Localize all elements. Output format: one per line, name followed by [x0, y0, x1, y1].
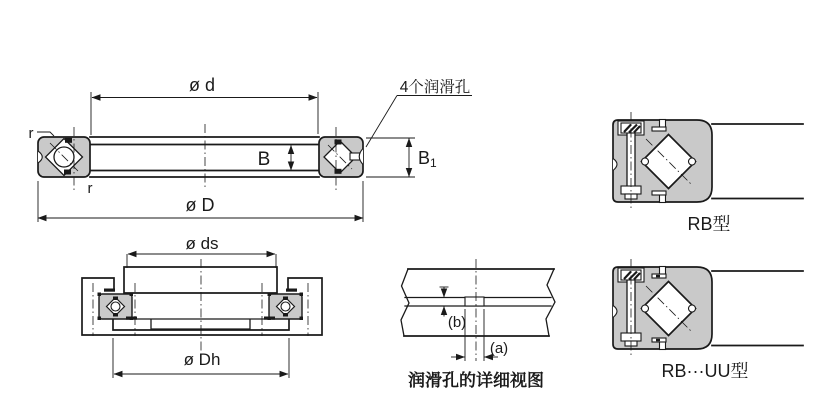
r-bottom-label: r — [87, 180, 93, 197]
phi-ds-label: ø ds — [185, 234, 219, 253]
seam-mark — [264, 317, 275, 320]
right-bearing-section — [264, 289, 303, 321]
r-top-leader — [37, 132, 54, 136]
right-cage-mark-bottom — [335, 169, 342, 174]
rbuu-type-figure — [613, 259, 803, 381]
b-label: B — [257, 149, 271, 170]
phi-ds-dimension — [127, 234, 276, 268]
rb-cage-dot-left — [642, 158, 649, 165]
a-width-label: (a) — [489, 340, 509, 357]
left-bearing-section — [98, 289, 138, 321]
rbuu-cage-dot-left — [642, 305, 649, 312]
b-dimension — [258, 146, 291, 171]
b-depth-dimension — [440, 287, 467, 331]
lube-hole-detail-figure — [401, 259, 555, 390]
phi-d-dimension — [91, 75, 318, 135]
mounting-example-figure — [82, 234, 322, 378]
left-cage-mark-bottom — [64, 170, 71, 175]
ring-outline-lines — [90, 137, 319, 177]
lube-holes-note — [366, 78, 472, 147]
rbuu-ring-extension-lines — [712, 271, 803, 346]
rbuu-caption: RB···UU型 — [661, 361, 749, 381]
detail-caption: 润滑孔的详细视图 — [408, 371, 544, 390]
phi-d-label: ø d — [188, 75, 216, 95]
seam-mark — [104, 289, 115, 292]
shaft-outline — [124, 267, 277, 293]
rbuu-cage-dot-right — [689, 305, 696, 312]
detail-lube-hole — [465, 297, 484, 306]
b1-label: B1 — [418, 148, 437, 170]
rb-type-figure — [613, 112, 803, 234]
rb-ring-extension-lines — [712, 124, 803, 199]
phi-dh-label: ø Dh — [183, 350, 221, 369]
lube-holes-label: 4个润滑孔 — [399, 79, 471, 96]
rb-cage-dot-right — [689, 158, 696, 165]
detail-right-break-line — [546, 269, 555, 336]
seam-mark — [286, 289, 297, 292]
b-depth-label: (b) — [447, 314, 467, 331]
r-top-label: r — [28, 125, 34, 142]
rb-caption: RB型 — [687, 214, 731, 234]
clamp-plate-outline — [133, 319, 268, 329]
seam-mark — [126, 317, 137, 320]
phi-D-label: ø D — [185, 195, 215, 215]
b1-dimension — [366, 138, 437, 177]
right-cage-mark-top — [335, 140, 342, 145]
left-cage-mark-top — [65, 138, 72, 143]
main-cross-section-figure — [29, 75, 473, 222]
detail-left-break-line — [401, 269, 409, 336]
